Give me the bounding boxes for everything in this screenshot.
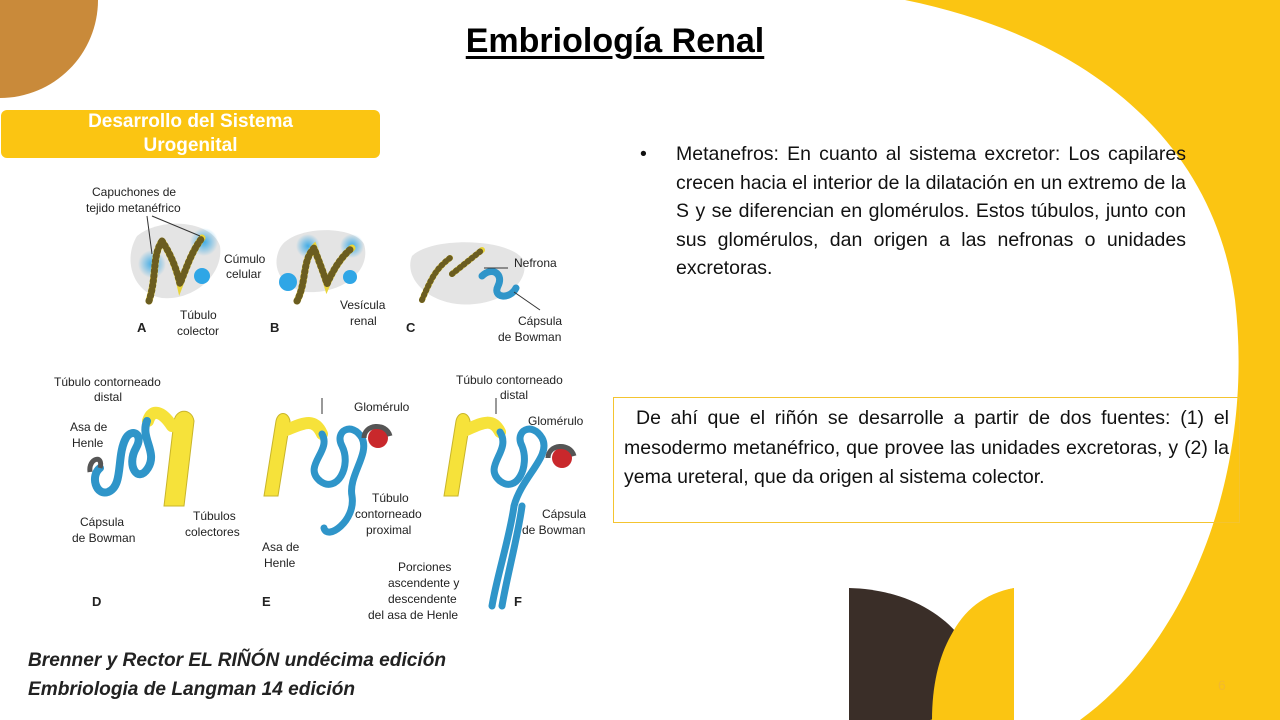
label-cumulo-1: Cúmulo [224, 252, 266, 266]
bullet-paragraph [640, 140, 1186, 283]
label-porciones-2: ascendente y [388, 576, 460, 590]
corner-orange-circle [0, 0, 98, 98]
label-nefrona: Nefrona [514, 256, 557, 270]
section-label [1, 110, 380, 158]
label-vesicula-2: renal [350, 314, 377, 328]
label-tubulos-col-2: colectores [185, 525, 240, 539]
label-cumulo-2: celular [226, 267, 262, 281]
panel-c-drawing [410, 242, 540, 310]
references [28, 646, 455, 704]
label-capsula-d-2: de Bowman [72, 531, 136, 545]
label-porciones-1: Porciones [398, 560, 452, 574]
label-capsula-c-1: Cápsula [518, 314, 563, 328]
label-tubulos-col-1: Túbulos [193, 509, 236, 523]
nephron-development-figure [52, 176, 604, 624]
label-tcp-1: Túbulo [372, 491, 409, 505]
label-tcd-d-1: Túbulo contorneado [54, 375, 161, 389]
label-glomerulo-e: Glomérulo [354, 400, 410, 414]
label-asa-e-1: Asa de [262, 540, 300, 554]
panel-letter-e: E [262, 594, 271, 609]
label-tcd-d-2: distal [94, 390, 123, 404]
panel-letter-a: A [137, 320, 147, 335]
label-glomerulo-f: Glomérulo [528, 414, 584, 428]
label-capsula-f-2: de Bowman [522, 523, 586, 537]
panel-letter-f: F [514, 594, 522, 609]
panel-f-drawing [444, 398, 574, 606]
label-capuchones-2: tejido metanéfrico [86, 201, 181, 215]
bullet-paragraph-text: Metanefros: En cuanto al sistema excretor: Los capilares crecen hacia el interior de la dilatación en un extremo de la S y se diferencian en glomérulos. Estos túbulos, junto con sus glomérulos, dan origen a las nefronas o unidades excretoras. [676, 143, 1186, 279]
label-asa-e-2: Henle [264, 556, 296, 570]
label-tcp-2: contorneado [355, 507, 422, 521]
panel-a-drawing [130, 216, 220, 301]
panel-letter-b: B [270, 320, 280, 335]
label-porciones-4: del asa de Henle [368, 608, 459, 622]
yellow-swoosh [905, 0, 1280, 720]
panel-b-drawing [276, 230, 365, 301]
slide-title: Embriología Renal [465, 22, 765, 60]
panel-letter-c: C [406, 320, 416, 335]
label-asa-d-1: Asa de [70, 420, 108, 434]
label-porciones-3: descendente [388, 592, 457, 606]
label-capsula-c-2: de Bowman [498, 330, 562, 344]
label-tubulo-colector-1: Túbulo [180, 308, 217, 322]
label-capsula-d-1: Cápsula [80, 515, 125, 529]
boxed-paragraph-text: De ahí que el riñón se desarrolle a partir de dos fuentes: (1) el mesodermo metanéfrico, que provee las unidades excretoras, y (2) la yema ureteral, que da origen al sistema colector. [624, 407, 1229, 488]
label-tcp-3: proximal [366, 523, 412, 537]
label-capsula-f-1: Cápsula [542, 507, 587, 521]
label-tcd-f-2: distal [500, 388, 529, 402]
label-tcd-f-1: Túbulo contorneado [456, 373, 563, 387]
bullet-dot-icon: • [640, 143, 647, 165]
boxed-paragraph [613, 397, 1240, 523]
reference-2: Embriologia de Langman 14 edición [28, 678, 356, 700]
label-capuchones-1: Capuchones de [92, 185, 177, 199]
label-tubulo-colector-2: colector [177, 324, 220, 338]
label-vesicula-1: Vesícula [340, 298, 386, 312]
label-asa-d-2: Henle [72, 436, 104, 450]
page-number: 6 [1218, 677, 1226, 693]
section-label-text: Desarrollo del Sistema Urogenital [88, 111, 293, 156]
panel-letter-d: D [92, 594, 102, 609]
reference-1: Brenner y Rector EL RIÑÓN undécima edición [28, 649, 447, 671]
